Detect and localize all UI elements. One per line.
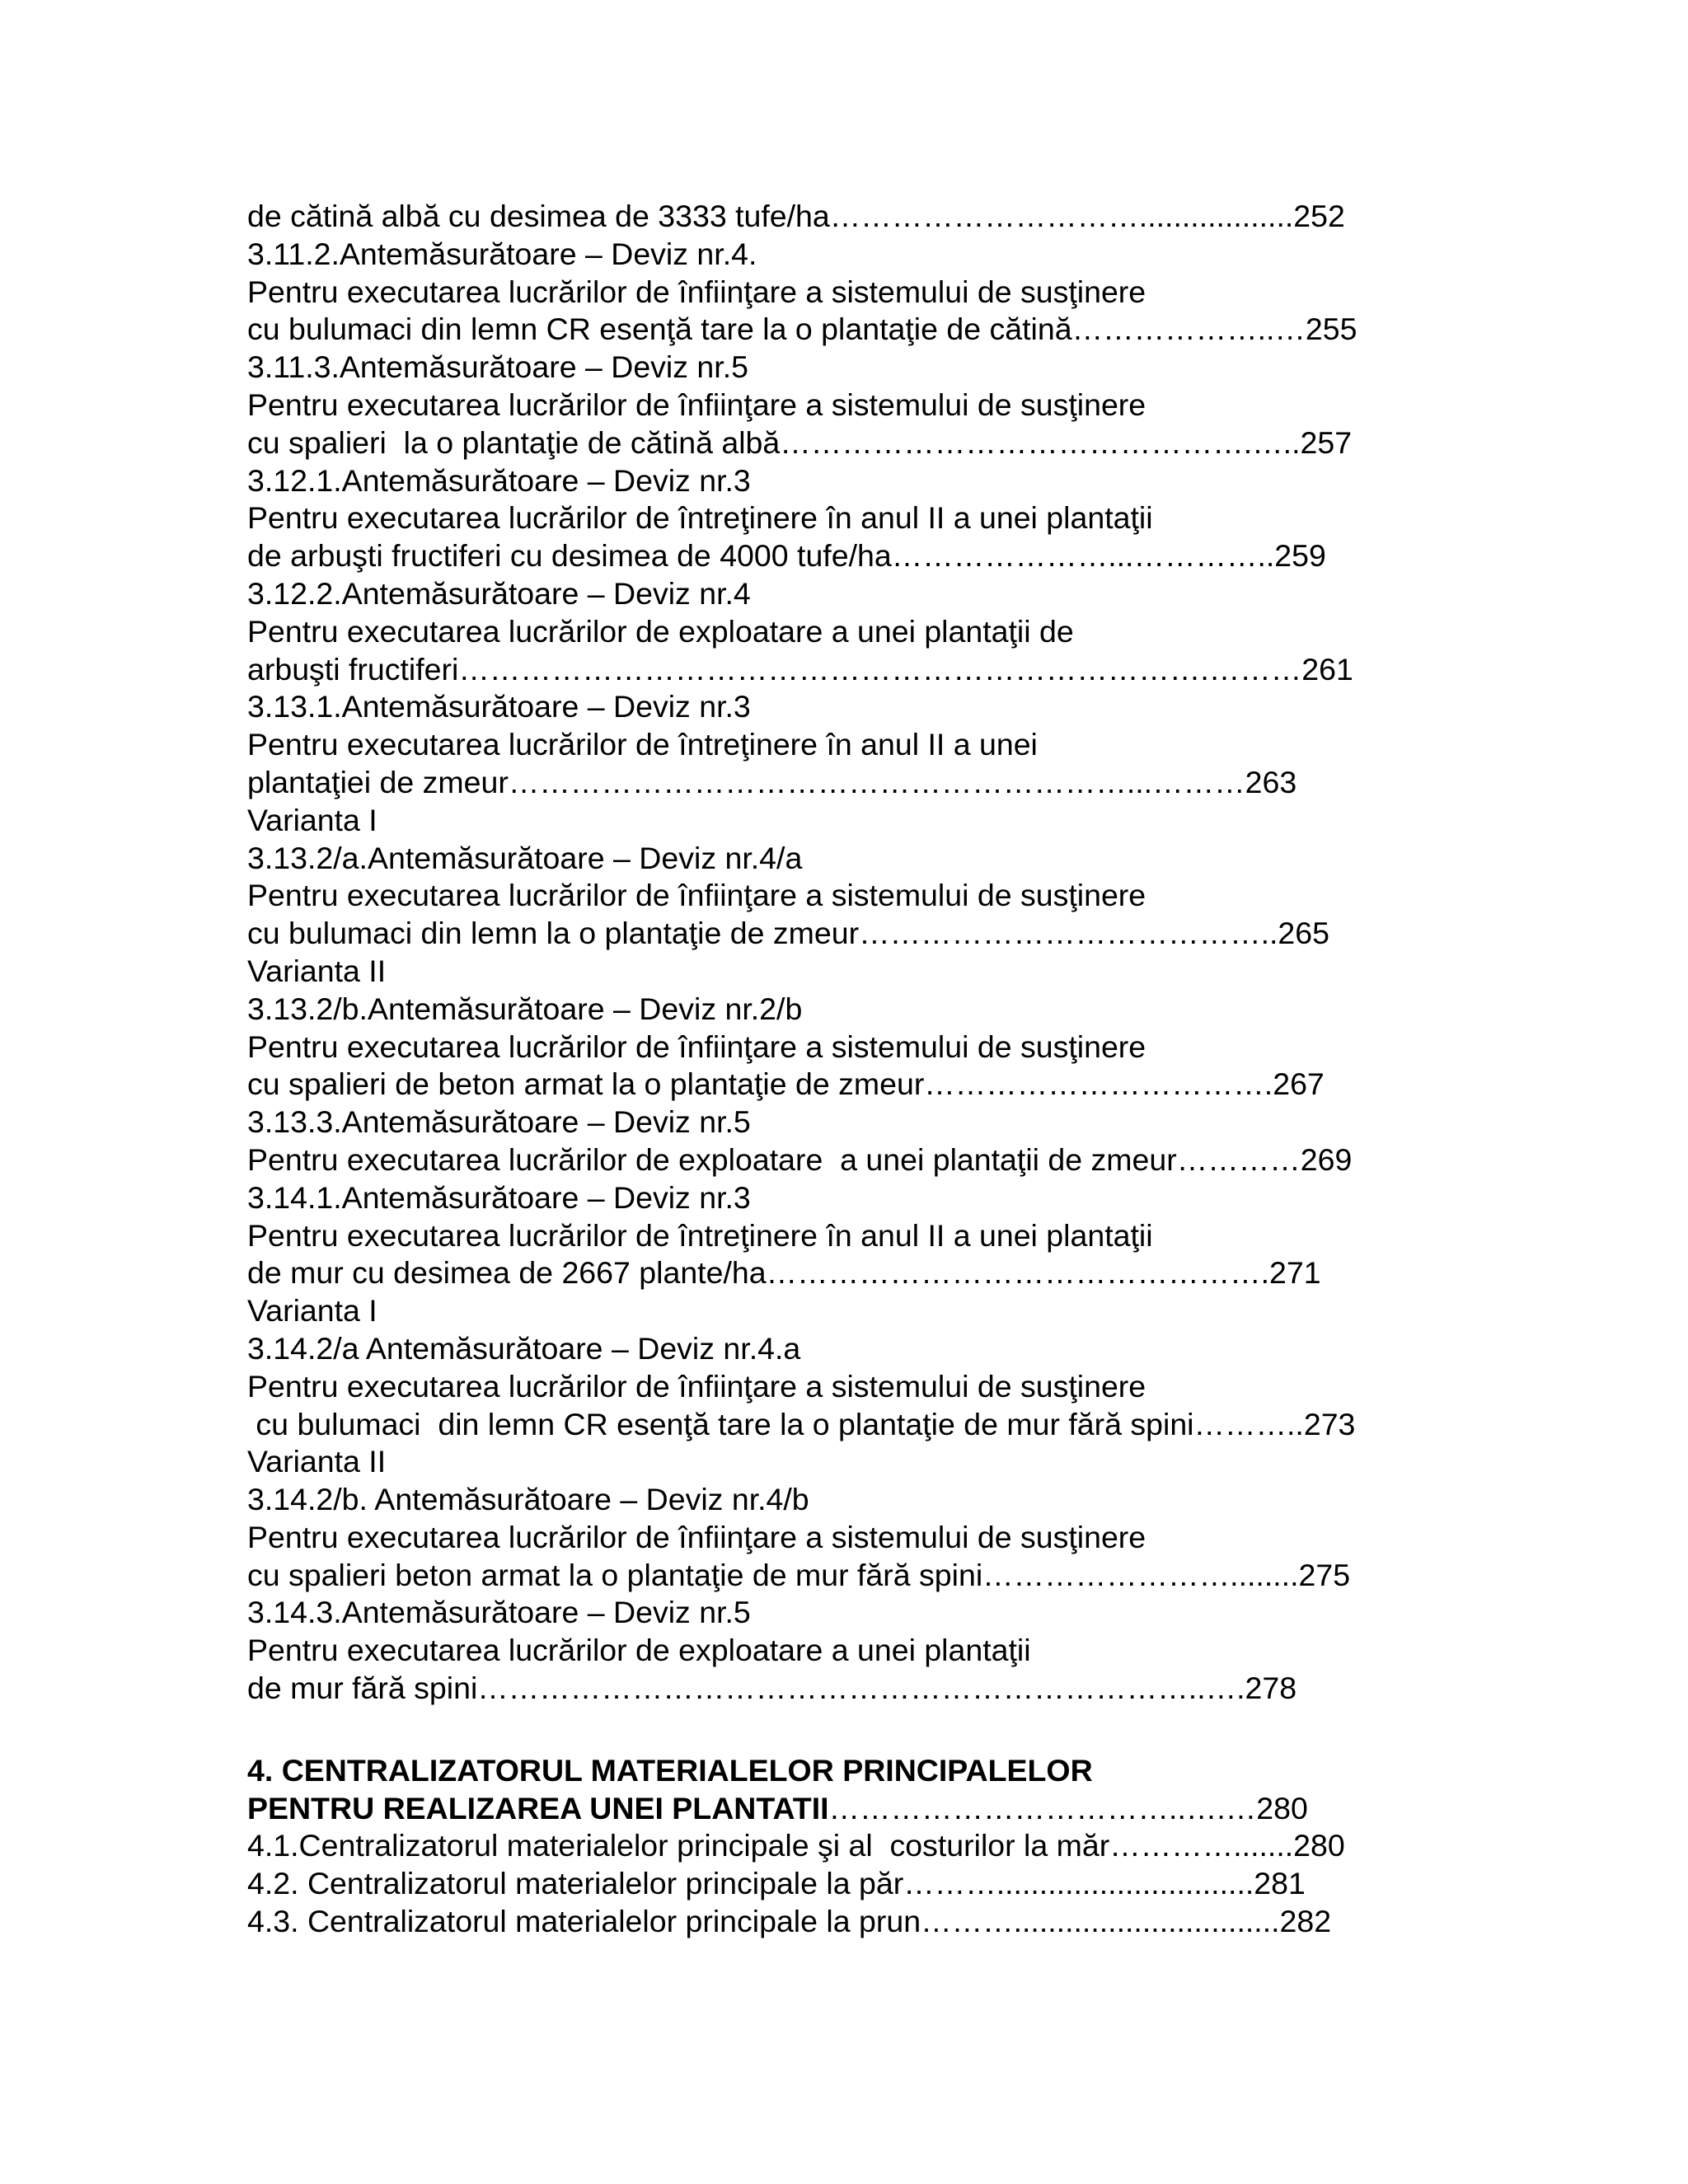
- toc-line: cu bulumaci din lemn la o plantaţie de zmeur…………………………………..265: [247, 916, 1329, 951]
- toc-line: Pentru executarea lucrărilor de înfiinţare a sistemului de susţinere: [247, 878, 1146, 913]
- section-4-heading-text: PENTRU REALIZAREA UNEI PLANTATII: [247, 1790, 829, 1825]
- section-gap: [247, 1708, 1451, 1752]
- toc-line: cu spalieri beton armat la o plantaţie de mur fără spini……………………........275: [247, 1557, 1351, 1592]
- toc-entry: 4.3. Centralizatorul materialelor principale la prun………...............................282: [247, 1904, 1332, 1939]
- toc-section-3: [247, 198, 1451, 1708]
- toc-line: 3.14.1.Antemăsurătoare – Deviz nr.3: [247, 1179, 751, 1215]
- toc-line: Pentru executarea lucrărilor de exploatare a unei plantaţii de: [247, 613, 1074, 649]
- toc-line: Pentru executarea lucrărilor de întreţinere în anul II a unei: [247, 727, 1038, 762]
- toc-line: cu spalieri de beton armat la o plantaţie de zmeur…………………………….267: [247, 1066, 1325, 1102]
- table-of-contents: [247, 198, 1451, 1941]
- toc-line: arbuşti fructiferi……………………………………………………………….………261: [247, 651, 1353, 687]
- toc-entry: 4.2. Centralizatorul materialelor principale la păr………..............................281: [247, 1866, 1306, 1901]
- toc-line: 3.14.2/a Antemăsurătoare – Deviz nr.4.a: [247, 1330, 801, 1366]
- toc-line: de mur cu desimea de 2667 plante/ha………………………………………….271: [247, 1255, 1321, 1291]
- toc-line: 3.14.3.Antemăsurătoare – Deviz nr.5: [247, 1595, 751, 1630]
- toc-line: de arbuşti fructiferi cu desimea de 4000 tufe/ha…………………...…………..259: [247, 538, 1326, 574]
- toc-line: cu spalieri la o plantaţie de cătină albă……………………………………….…..257: [247, 424, 1353, 460]
- toc-line: Pentru executarea lucrărilor de exploatare a unei plantaţii de zmeur…………269: [247, 1141, 1353, 1177]
- toc-line: Pentru executarea lucrărilor de întreţinere în anul II a unei plantaţii: [247, 1217, 1153, 1253]
- section-4-heading-line-1: 4. CENTRALIZATORUL MATERIALELOR PRINCIPALELOR: [247, 1752, 1093, 1788]
- toc-line: Pentru executarea lucrărilor de înfiinţare a sistemului de susţinere: [247, 1368, 1146, 1404]
- toc-line: Varianta II: [247, 953, 387, 988]
- toc-line: 3.12.1.Antemăsurătoare – Deviz nr.3: [247, 462, 751, 498]
- toc-line: Pentru executarea lucrărilor de înfiinţare a sistemului de susţinere: [247, 274, 1146, 309]
- section-4-heading-leader: ……………………………..….…280: [828, 1790, 1308, 1825]
- toc-line: de cătină albă cu desimea de 3333 tufe/ha…………………………..................252: [247, 199, 1345, 233]
- section-4-heading-line-2: [247, 1790, 1451, 1828]
- toc-line: 3.13.2/a.Antemăsurătoare – Deviz nr.4/a: [247, 840, 803, 875]
- toc-line: Pentru executarea lucrărilor de înfiinţare a sistemului de susţinere: [247, 387, 1146, 422]
- toc-line: Varianta II: [247, 1444, 387, 1479]
- toc-line: 3.11.2.Antemăsurătoare – Deviz nr.4.: [247, 236, 757, 271]
- toc-line: Pentru executarea lucrărilor de exploatare a unei plantaţii: [247, 1633, 1031, 1668]
- toc-line: plantaţiei de zmeur……………………………………………………...………263: [247, 764, 1297, 799]
- toc-line: 3.12.2.Antemăsurătoare – Deviz nr.4: [247, 575, 751, 611]
- toc-line: 3.14.2/b. Antemăsurătoare – Deviz nr.4/b: [247, 1482, 809, 1517]
- toc-section-4: [247, 1752, 1451, 1941]
- toc-line: cu bulumaci din lemn CR esenţă tare la o plantaţie de mur fără spini………..273: [247, 1406, 1356, 1441]
- toc-line: Pentru executarea lucrărilor de înfiinţare a sistemului de susţinere: [247, 1029, 1146, 1064]
- toc-line: 3.11.3.Antemăsurătoare – Deviz nr.5: [247, 349, 748, 385]
- toc-line: 3.13.2/b.Antemăsurătoare – Deviz nr.2/b: [247, 991, 803, 1026]
- toc-line: Pentru executarea lucrărilor de întreţinere în anul II a unei plantaţii: [247, 500, 1153, 536]
- toc-line: Varianta I: [247, 802, 377, 837]
- toc-line: cu bulumaci din lemn CR esenţă tare la o plantaţie de cătină………………..…255: [247, 312, 1357, 347]
- toc-line: de mur fără spini……………………………………………………………..….278: [247, 1671, 1297, 1706]
- toc-line: 3.13.3.Antemăsurătoare – Deviz nr.5: [247, 1104, 751, 1140]
- toc-line: Pentru executarea lucrărilor de înfiinţare a sistemului de susţinere: [247, 1519, 1146, 1554]
- toc-line: 3.13.1.Antemăsurătoare – Deviz nr.3: [247, 689, 751, 724]
- toc-entry: 4.1.Centralizatorul materialelor principale şi al costurilor la măr………….......280: [247, 1828, 1345, 1863]
- toc-line: Varianta I: [247, 1293, 377, 1329]
